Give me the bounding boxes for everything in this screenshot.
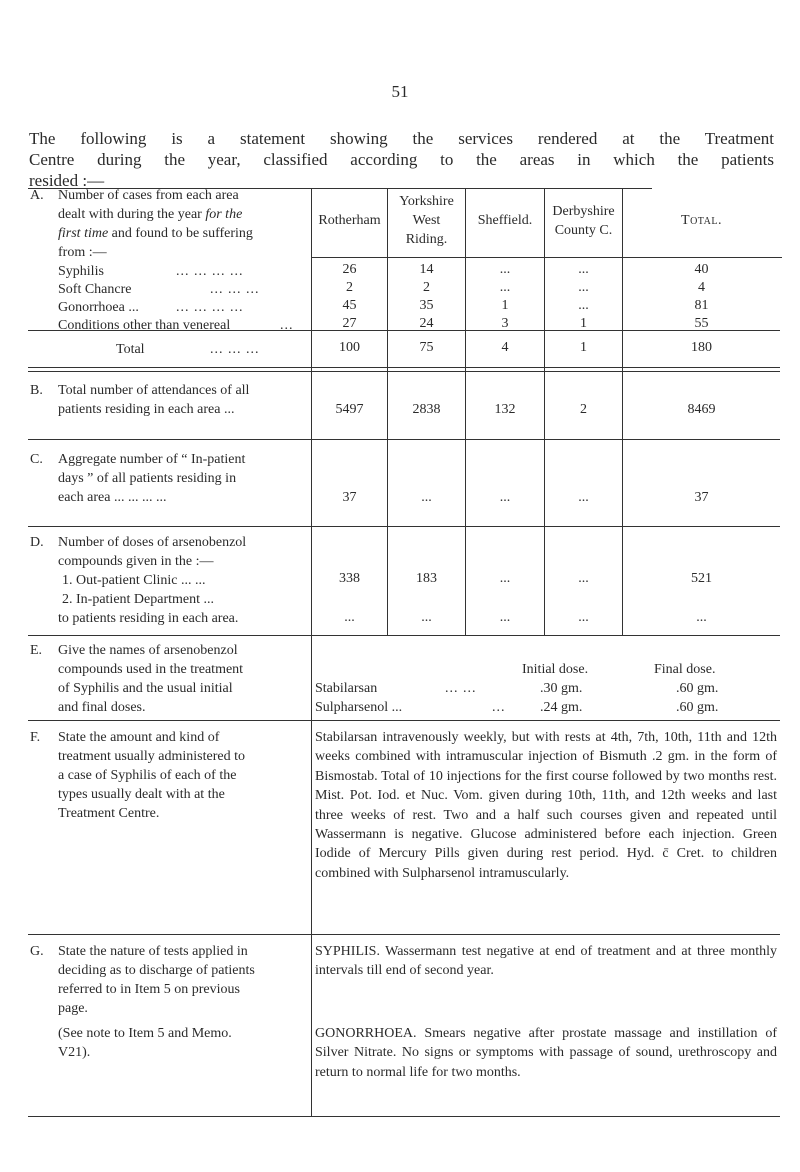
total-grand: 180 bbox=[691, 340, 712, 355]
e-drug-2-dots: ... bbox=[492, 700, 506, 715]
section-f-desc-5: Treatment Centre. bbox=[58, 806, 160, 821]
e-drug-1-initial: .30 gm. bbox=[540, 681, 583, 696]
d1-total: 521 bbox=[691, 571, 712, 586]
row-gonorrhoea-dots: ... ... ... ... bbox=[176, 300, 244, 315]
syphilis-total: 40 bbox=[694, 262, 709, 277]
total-dots: ... ... ... bbox=[210, 342, 260, 357]
col-header-yorkshire: Yorkshire West Riding. bbox=[399, 194, 454, 247]
conditions-rotherham: 27 bbox=[342, 316, 357, 331]
section-f-desc-2: treatment usually administered to bbox=[58, 749, 246, 764]
total-sheffield: 4 bbox=[501, 340, 509, 355]
e-bottom-rule bbox=[28, 720, 780, 721]
total-derbyshire: 1 bbox=[580, 340, 587, 355]
d1-yorkshire: 183 bbox=[416, 571, 437, 586]
chancre-rotherham: 2 bbox=[346, 280, 353, 295]
section-g-answer-gonorrhoea: GONORRHOEA. Smears negative after prostate massage and instillation of Silver Nitrate. No signs or symptoms with passage of sound, urethroscopy and return to normal life for two months. bbox=[315, 1026, 777, 1080]
section-e-desc-1: Give the names of arsenobenzol bbox=[58, 643, 238, 658]
d1-derbyshire: ... bbox=[578, 571, 589, 586]
section-c-desc-3: each area ... ... ... ... bbox=[58, 490, 167, 505]
intro-line-1: The following is a statement showing the services rendered at the Treatment bbox=[29, 129, 774, 148]
section-a-desc-2 bbox=[58, 205, 242, 224]
c-bottom-rule bbox=[28, 526, 780, 527]
total-label: Total bbox=[116, 342, 145, 357]
row-gonorrhoea-label: Gonorrhoea ... bbox=[58, 300, 139, 315]
section-g-desc-2: deciding as to discharge of patients bbox=[58, 963, 255, 978]
section-b-desc-2: patients residing in each area ... bbox=[58, 402, 235, 417]
g-bottom-rule bbox=[28, 1116, 780, 1117]
c-divider-2 bbox=[387, 440, 388, 526]
d1-rotherham: 338 bbox=[339, 571, 360, 586]
section-a-desc-2-italic: for the bbox=[205, 207, 243, 222]
section-c-desc-2: days ” of all patients residing in bbox=[58, 471, 237, 486]
header-bottom-rule bbox=[312, 257, 782, 258]
row-soft-chancre-dots: ... ... ... bbox=[210, 282, 260, 297]
c-derbyshire: ... bbox=[578, 490, 589, 505]
b-derbyshire: 2 bbox=[580, 402, 587, 417]
section-g-desc-5: (See note to Item 5 and Memo. bbox=[58, 1026, 232, 1041]
d2-yorkshire: ... bbox=[421, 610, 432, 625]
section-e-desc-3: of Syphilis and the usual initial bbox=[58, 681, 233, 696]
syphilis-yorkshire: 14 bbox=[419, 262, 434, 277]
intro-line-2: Centre during the year, classified according to the areas in which the patients bbox=[29, 150, 774, 169]
e-drug-1-final: .60 gm. bbox=[676, 681, 719, 696]
c-divider-4 bbox=[544, 440, 545, 526]
section-d-desc-1: Number of doses of arsenobenzol bbox=[58, 535, 247, 550]
d2-total: ... bbox=[696, 610, 707, 625]
e-head-final: Final dose. bbox=[654, 662, 716, 677]
row-conditions-dots: ... bbox=[280, 318, 294, 333]
b-yorkshire: 2838 bbox=[412, 402, 441, 417]
section-b-letter: B. bbox=[30, 383, 43, 398]
section-f-answer: Stabilarsan intravenously weekly, but with rests at 4th, 7th, 10th, 11th and 12th weeks combined with intramuscular injection of Bismuth .2 gm. in the form of Bismostab. Total of 10 injections for the first course followed by two months rest. Mist. Pot. Iod. et Nuc. Vom. given during 10th, 11th, and 12th weeks and last three weeks of rest. Two and a half such courses given and repeated until Wassermann is negative. Glucose administered before each injection. Green Iodide of Mercury Pills given during rest period. Hyd. c̄ Cret. to children combined with Sulpharsenol intramuscularly. bbox=[315, 730, 777, 881]
section-f-desc-3: a case of Syphilis of each of the bbox=[58, 768, 237, 783]
gonorrhoea-sheffield: 1 bbox=[501, 298, 509, 313]
c-yorkshire: ... bbox=[421, 490, 432, 505]
section-d-desc-5: to patients residing in each area. bbox=[58, 611, 239, 626]
section-g-letter: G. bbox=[30, 944, 44, 959]
c-rotherham: 37 bbox=[342, 490, 357, 505]
section-c-desc-1: Aggregate number of “ In-patient bbox=[58, 452, 246, 467]
row-syphilis-dots: ... ... ... ... bbox=[176, 264, 244, 279]
section-f-desc-1: State the amount and kind of bbox=[58, 730, 220, 745]
d1-sheffield: ... bbox=[499, 571, 511, 586]
e-drug-2-final: .60 gm. bbox=[676, 700, 719, 715]
d2-sheffield: ... bbox=[499, 610, 511, 625]
c-sheffield: ... bbox=[499, 490, 511, 505]
d2-derbyshire: ... bbox=[578, 610, 589, 625]
conditions-total: 55 bbox=[694, 316, 709, 331]
section-d-letter: D. bbox=[30, 535, 44, 550]
section-f-letter: F. bbox=[30, 730, 41, 745]
row-soft-chancre-label: Soft Chancre bbox=[58, 282, 132, 297]
total-rotherham: 100 bbox=[339, 340, 360, 355]
section-g-desc-4: page. bbox=[58, 1001, 88, 1016]
intro-paragraph bbox=[29, 128, 774, 191]
gonorrhoea-rotherham: 45 bbox=[342, 298, 357, 313]
b-rotherham: 5497 bbox=[335, 402, 364, 417]
intro-line-3: resided :— bbox=[29, 171, 105, 190]
gonorrhoea-derbyshire: ... bbox=[578, 298, 589, 313]
chancre-total: 4 bbox=[698, 280, 705, 295]
e-drug-1-name: Stabilarsan bbox=[315, 681, 378, 696]
section-e-desc-2: compounds used in the treatment bbox=[58, 662, 244, 677]
efg-divider bbox=[311, 636, 312, 1116]
b-total: 8469 bbox=[687, 402, 716, 417]
e-head-initial: Initial dose. bbox=[522, 662, 589, 677]
section-b-desc-1: Total number of attendances of all bbox=[58, 383, 250, 398]
section-d-item-2: 2. In-patient Department ... bbox=[62, 592, 215, 607]
col-header-rotherham: Rotherham bbox=[318, 213, 381, 228]
section-e-desc-4: and final doses. bbox=[58, 700, 146, 715]
section-g-desc-3: referred to in Item 5 on previous bbox=[58, 982, 240, 997]
section-g-answer-syphilis: SYPHILIS. Wassermann test negative at end of treatment and at three monthly intervals till end of second year. bbox=[315, 944, 777, 979]
c-total: 37 bbox=[694, 490, 709, 505]
conditions-yorkshire: 24 bbox=[419, 316, 434, 331]
row-conditions-label: Conditions other than venereal bbox=[58, 318, 231, 333]
syphilis-derbyshire: ... bbox=[578, 262, 589, 277]
section-a-desc-2-text: dealt with during the year bbox=[58, 207, 202, 222]
chancre-sheffield: ... bbox=[499, 280, 511, 295]
col-header-total: Total. bbox=[681, 213, 722, 228]
d-bottom-rule bbox=[28, 635, 780, 636]
page-number: 51 bbox=[391, 82, 409, 101]
gonorrhoea-yorkshire: 35 bbox=[419, 298, 434, 313]
b-sheffield: 132 bbox=[494, 402, 516, 417]
e-drug-2-initial: .24 gm. bbox=[540, 700, 583, 715]
section-c-letter: C. bbox=[30, 452, 43, 467]
section-a-letter: A. bbox=[30, 188, 44, 203]
col-header-derbyshire: Derbyshire County C. bbox=[552, 204, 615, 238]
chancre-yorkshire: 2 bbox=[423, 280, 430, 295]
e-drug-2-name: Sulpharsenol ... bbox=[315, 700, 403, 715]
section-g-desc-6: V21). bbox=[58, 1045, 91, 1060]
chancre-derbyshire: ... bbox=[578, 280, 589, 295]
c-divider-3 bbox=[465, 440, 466, 526]
section-d-item-1: 1. Out-patient Clinic ... ... bbox=[62, 573, 206, 588]
total-yorkshire: 75 bbox=[419, 340, 434, 355]
syphilis-rotherham: 26 bbox=[342, 262, 357, 277]
row-syphilis-label: Syphilis bbox=[58, 264, 104, 279]
section-f-desc-4: types usually dealt with at the bbox=[58, 787, 225, 802]
syphilis-sheffield: ... bbox=[499, 262, 511, 277]
section-e-letter: E. bbox=[30, 643, 43, 658]
section-a-desc-3-italic: first time bbox=[58, 226, 109, 241]
conditions-sheffield: 3 bbox=[501, 316, 509, 331]
col-header-sheffield: Sheffield. bbox=[477, 213, 533, 228]
section-d-desc-2: compounds given in the :— bbox=[58, 554, 214, 569]
total-double-rule bbox=[28, 367, 780, 372]
e-drug-1-dots: ... ... bbox=[445, 681, 477, 696]
section-a-desc-3 bbox=[58, 224, 253, 243]
section-g-desc-1: State the nature of tests applied in bbox=[58, 944, 248, 959]
gonorrhoea-total: 81 bbox=[694, 298, 709, 313]
c-divider-1 bbox=[311, 440, 312, 526]
conditions-derbyshire: 1 bbox=[580, 316, 587, 331]
b-bottom-rule bbox=[28, 439, 780, 440]
c-divider-5 bbox=[622, 440, 623, 526]
section-a-desc-4: from :— bbox=[58, 245, 107, 260]
section-a-desc-3-text: and found to be suffering bbox=[111, 226, 253, 241]
d2-rotherham: ... bbox=[344, 610, 355, 625]
section-a-desc-1: Number of cases from each area bbox=[58, 188, 239, 203]
f-bottom-rule bbox=[28, 934, 780, 935]
